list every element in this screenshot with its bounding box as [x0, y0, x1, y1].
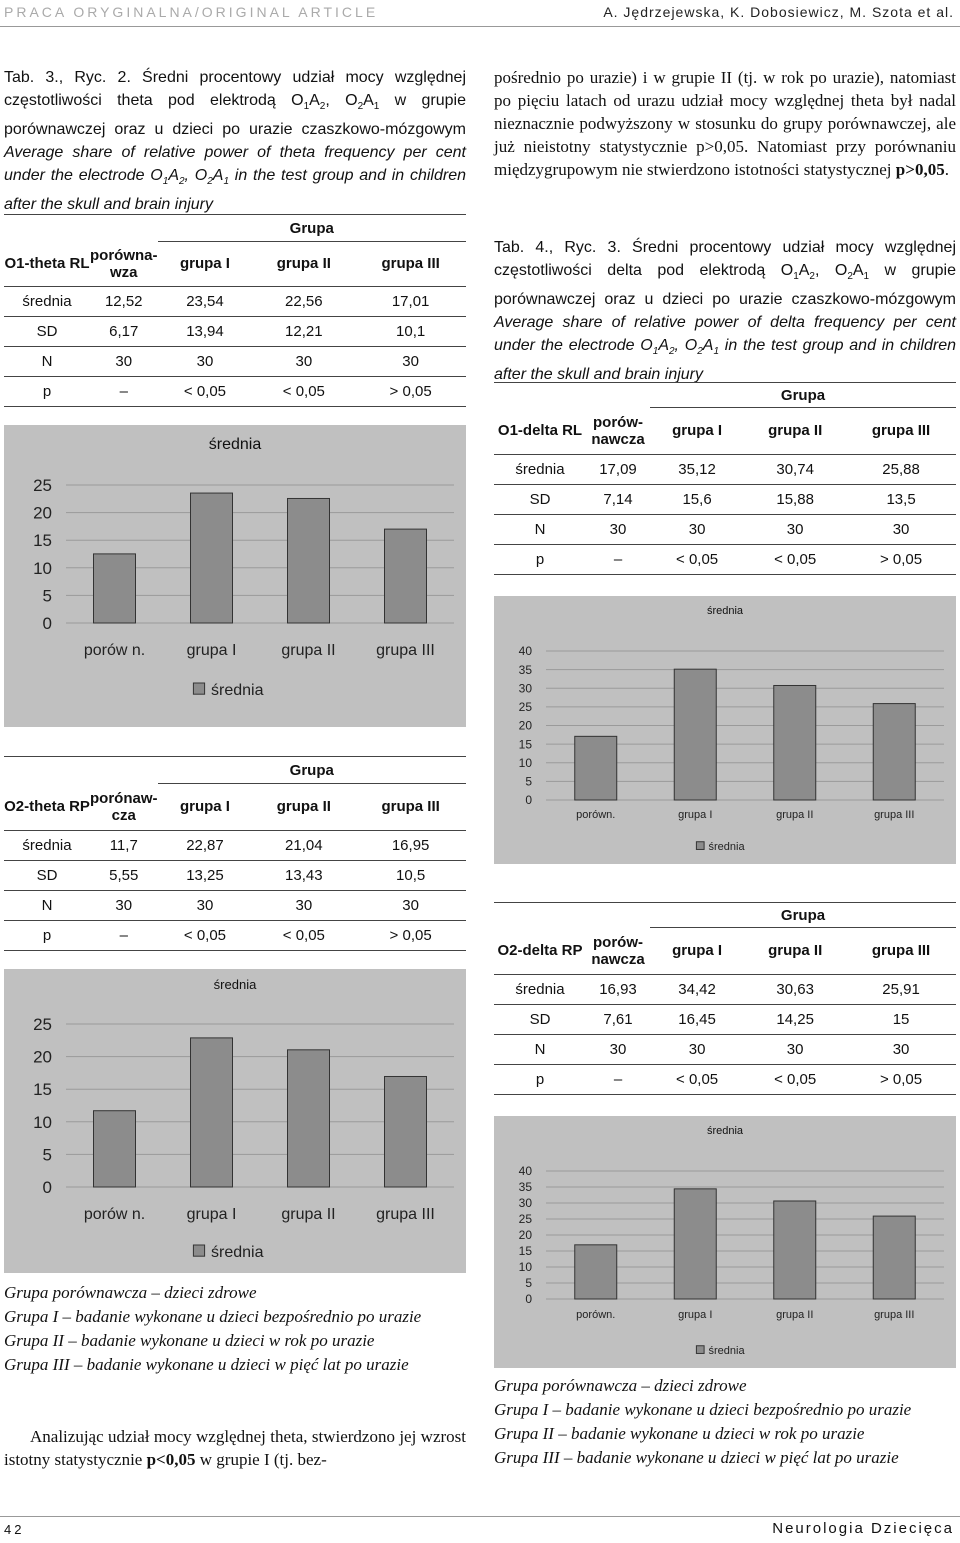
y-tick-label: 20	[33, 1047, 52, 1067]
chart-o1-delta	[494, 596, 956, 864]
chart-title: średnia	[213, 977, 257, 992]
x-tick-label: grupa I	[186, 1206, 237, 1223]
x-tick-label: grupa II	[281, 642, 336, 659]
x-tick-label: grupa I	[678, 809, 713, 821]
y-tick-label: 15	[518, 737, 532, 752]
y-tick-label: 30	[518, 681, 532, 696]
group-header: Grupa	[650, 903, 956, 928]
chart-title: średnia	[208, 436, 262, 453]
col-comparison: porów-nawcza	[586, 408, 650, 455]
legend-label: średnia	[708, 1345, 745, 1357]
chart-o1-delta-svg	[494, 596, 956, 864]
table-row: SD 5,55 13,25 13,43 10,5	[4, 860, 466, 890]
legend-swatch	[193, 683, 204, 694]
body-text-left: Analizując udział mocy względnej theta, stwierdzono jej wzrost istotny statystycznie p<0,05 w grupie I (tj. bez-	[4, 1427, 466, 1469]
y-tick-label: 10	[518, 755, 532, 770]
y-tick-label: 5	[42, 586, 52, 606]
y-tick-label: 15	[33, 1080, 52, 1100]
y-tick-label: 35	[518, 662, 532, 677]
table-row: N 30 30 30 30	[4, 346, 466, 376]
bar	[288, 498, 330, 623]
y-tick-label: 0	[42, 613, 52, 633]
y-tick-label: 20	[518, 1228, 532, 1243]
bar	[575, 736, 617, 800]
col-group-3: grupa III	[846, 408, 956, 455]
y-tick-label: 40	[518, 1164, 532, 1179]
x-tick-label: grupa III	[376, 642, 435, 659]
x-tick-label: grupa I	[186, 642, 237, 659]
footer-rule	[0, 1516, 960, 1517]
x-tick-label: grupa II	[281, 1206, 336, 1223]
y-tick-label: 5	[525, 774, 532, 789]
y-tick-label: 5	[525, 1276, 532, 1291]
y-tick-label: 10	[33, 558, 52, 578]
y-tick-label: 25	[518, 700, 532, 715]
table-row: p – < 0,05 < 0,05 > 0,05	[4, 920, 466, 950]
legend-swatch	[193, 1245, 204, 1256]
x-tick-label: porówn.	[576, 809, 616, 821]
bar	[575, 1245, 617, 1299]
table-row: p – < 0,05 < 0,05 > 0,05	[494, 1064, 956, 1094]
group-legend-left: Grupa porównawcza – dzieci zdrowe Grupa I – badanie wykonane u dzieci bezpośrednio po urazie Grupa II – badanie wykonane u dzieci w rok po urazie Grupa III – badanie wykonane u dzieci w pięć lat po urazie	[4, 1283, 422, 1374]
y-tick-label: 25	[518, 1212, 532, 1227]
y-tick-label: 25	[33, 475, 52, 495]
col-group-1: grupa I	[158, 242, 253, 287]
running-header-right: A. Jędrzejewska, K. Dobosiewicz, M. Szota et al.	[603, 4, 954, 20]
legend-label: średnia	[708, 841, 745, 853]
y-tick-label: 40	[518, 644, 532, 659]
col-electrode: O1-delta RL	[494, 408, 586, 455]
bar	[674, 1189, 716, 1299]
journal-name: Neurologia Dziecięca	[772, 1520, 954, 1537]
col-comparison: porów-nawcza	[586, 928, 650, 975]
bar	[674, 669, 716, 800]
y-tick-label: 10	[518, 1260, 532, 1275]
y-tick-label: 0	[42, 1177, 52, 1197]
legend-swatch	[696, 1346, 704, 1354]
table-row: średnia 11,7 22,87 21,04 16,95	[4, 830, 466, 860]
col-group-1: grupa I	[650, 928, 744, 975]
x-tick-label: grupa II	[776, 809, 814, 821]
bar	[774, 685, 816, 800]
legend-swatch	[696, 842, 704, 850]
y-tick-label: 0	[525, 1292, 532, 1307]
table-row: SD 7,61 16,45 14,25 15	[494, 1004, 956, 1034]
x-tick-label: porówn.	[576, 1309, 616, 1321]
y-tick-label: 10	[33, 1112, 52, 1132]
running-header-left: PRACA ORYGINALNA/ORIGINAL ARTICLE	[4, 4, 379, 20]
legend-label: średnia	[211, 1244, 264, 1261]
table-o2-theta	[4, 756, 466, 951]
group-legend-right: Grupa porównawcza – dzieci zdrowe Grupa I – badanie wykonane u dzieci bezpośrednio po urazie Grupa II – badanie wykonane u dzieci w rok po urazie Grupa III – badanie wykonane u dzieci w pięć lat po urazie	[494, 1376, 912, 1467]
y-tick-label: 20	[518, 718, 532, 733]
y-tick-label: 15	[518, 1244, 532, 1259]
table-row: p – < 0,05 < 0,05 > 0,05	[494, 544, 956, 574]
col-electrode: O1-theta RL	[4, 242, 90, 287]
y-tick-label: 0	[525, 793, 532, 808]
table-row: SD 6,17 13,94 12,21 10,1	[4, 316, 466, 346]
x-tick-label: grupa III	[376, 1206, 435, 1223]
table-o2-delta	[494, 902, 956, 1095]
x-tick-label: porów n.	[83, 642, 146, 659]
bar	[873, 704, 915, 800]
bar	[191, 1038, 233, 1187]
chart-o2-delta	[494, 1116, 956, 1368]
col-group-1: grupa I	[158, 784, 253, 831]
table-row: średnia 16,93 34,42 30,63 25,91	[494, 974, 956, 1004]
table-row: p – < 0,05 < 0,05 > 0,05	[4, 376, 466, 406]
y-tick-label: 25	[33, 1014, 52, 1034]
col-group-3: grupa III	[846, 928, 956, 975]
col-group-3: grupa III	[355, 784, 466, 831]
col-comparison: porónaw-cza	[90, 784, 158, 831]
legend-label: średnia	[211, 682, 264, 699]
chart-o2-delta-svg	[494, 1116, 956, 1368]
bar	[191, 493, 233, 623]
chart-o2-theta-svg	[4, 969, 466, 1273]
x-tick-label: grupa III	[874, 809, 915, 821]
tab3-caption: Tab. 3., Ryc. 2. Średni procentowy udział mocy względnej częstotliwości theta pod elektrodą $O_1A_2$, $O_2A_1$ w grupie porównawczej oraz u dzieci po urazie czaszkowo-mózgowym Average share of relative power of theta frequency per cent under the electrode $O_1A_2$, $O_2A_1$ in the test group and in children after the skull and brain injury	[4, 69, 467, 214]
x-tick-label: grupa III	[874, 1309, 915, 1321]
col-group-1: grupa I	[650, 408, 744, 455]
col-group-3: grupa III	[355, 242, 466, 287]
x-tick-label: porów n.	[83, 1206, 146, 1223]
table-row: N 30 30 30 30	[494, 1034, 956, 1064]
chart-o2-theta	[4, 969, 466, 1273]
y-tick-label: 15	[33, 531, 52, 551]
col-comparison: porówna-wza	[90, 242, 158, 287]
y-tick-label: 20	[33, 503, 52, 523]
col-electrode: O2-delta RP	[494, 928, 586, 975]
bar	[873, 1216, 915, 1299]
body-text-right: pośrednio po urazie) i w grupie II (tj. w rok po urazie), natomiast po pięciu latach od urazu udział mocy względnej theta był nadal nieznacznie podwyższony w stosunku do grupy porównawczej, ale już nieistotny statystycznie p>0,05. Natomiast przy porównaniu międzygrupowym nie stwierdzono istotności statystycznej p>0,05.	[494, 68, 956, 179]
bar	[94, 1111, 136, 1187]
table-row: SD 7,14 15,6 15,88 13,5	[494, 484, 956, 514]
chart-o1-theta-svg	[4, 425, 466, 727]
tab4-caption: Tab. 4., Ryc. 3. Średni procentowy udział mocy względnej częstotliwości delta pod elektrodą $O_1A_2$, $O_2A_1$ w grupie porównawczej oraz u dzieci po urazie czaszkowo-mózgowym Average share of relative power of delta frequency per cent under the electrode $O_1A_2$, $O_2A_1$ in the test group and in children after the skull and brain injury	[494, 239, 957, 384]
group-header: Grupa	[650, 383, 956, 408]
col-electrode: O2-theta RP	[4, 784, 90, 831]
x-tick-label: grupa I	[678, 1309, 713, 1321]
chart-o1-theta	[4, 425, 466, 727]
bar	[94, 554, 136, 623]
header-rule	[0, 26, 960, 27]
chart-title: średnia	[706, 605, 744, 617]
table-o1-theta	[4, 214, 466, 407]
table-row: średnia 12,52 23,54 22,56 17,01	[4, 286, 466, 316]
table-row: N 30 30 30 30	[494, 514, 956, 544]
y-tick-label: 30	[518, 1196, 532, 1211]
bar	[774, 1201, 816, 1299]
bar	[288, 1050, 330, 1187]
page-number: 42	[4, 1522, 25, 1537]
y-tick-label: 35	[518, 1180, 532, 1195]
x-tick-label: grupa II	[776, 1309, 814, 1321]
col-group-2: grupa II	[744, 408, 846, 455]
group-header: Grupa	[158, 215, 467, 242]
bar	[385, 1076, 427, 1187]
table-row: N 30 30 30 30	[4, 890, 466, 920]
table-row: średnia 17,09 35,12 30,74 25,88	[494, 454, 956, 484]
col-group-2: grupa II	[252, 242, 355, 287]
group-header: Grupa	[158, 757, 467, 784]
chart-title: średnia	[706, 1125, 744, 1137]
y-tick-label: 5	[42, 1145, 52, 1165]
col-group-2: grupa II	[744, 928, 846, 975]
table-o1-delta	[494, 382, 956, 575]
bar	[385, 529, 427, 623]
col-group-2: grupa II	[252, 784, 355, 831]
